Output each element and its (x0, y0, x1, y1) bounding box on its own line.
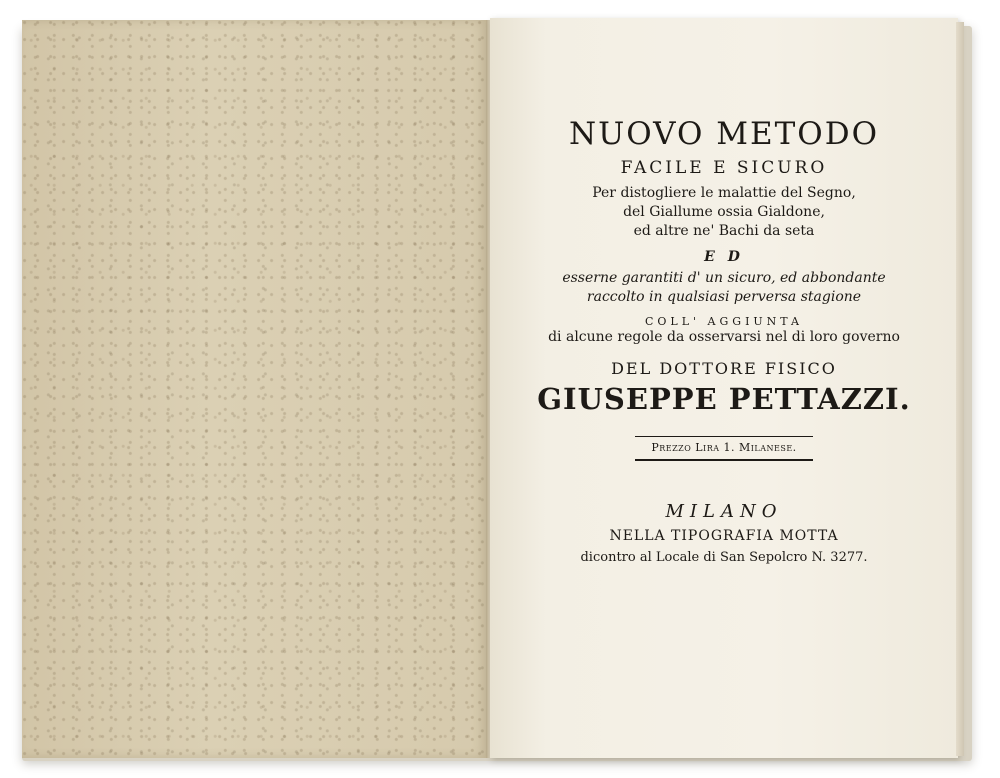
printer: NELLA TIPOGRAFIA MOTTA (609, 528, 839, 544)
main-title: NUOVO METODO (569, 116, 879, 152)
conjunction: E D (704, 249, 744, 265)
author-name: GIUSEPPE PETTAZZI. (537, 382, 911, 416)
subtitle: FACILE E SICURO (620, 158, 828, 178)
city: MILANO (665, 501, 783, 522)
title-page-text (490, 110, 958, 565)
price-label: Prezzo Lira 1. Milanese. (635, 436, 812, 461)
guarantee-line: esserne garantiti d' un sicuro, ed abbondante (562, 270, 886, 286)
purpose-line: Per distogliere le malattie del Segno, (592, 185, 856, 201)
purpose-line: ed altre ne' Bachi da seta (633, 223, 815, 239)
addition-text: di alcune regole da osservarsi nel di loro governo (548, 329, 900, 345)
guarantee-line: raccolto in qualsiasi perversa stagione (586, 289, 862, 305)
addition-label: COLL' AGGIUNTA (644, 315, 803, 328)
left-cover-page (22, 20, 488, 758)
purpose-line: del Giallume ossia Gialdone, (623, 204, 825, 220)
author-lead: DEL DOTTORE FISICO (611, 359, 837, 378)
printer-address: dicontro al Locale di San Sepolcro N. 3277. (580, 550, 868, 565)
